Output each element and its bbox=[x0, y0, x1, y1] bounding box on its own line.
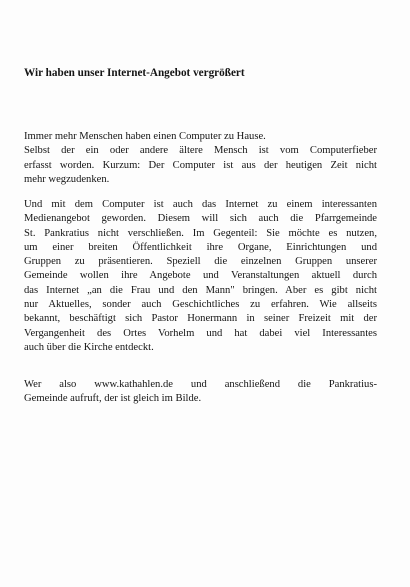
paragraph-2-line-6: Gemeinde wollen ihre Angebote und Veranstaltungen aktuell durch bbox=[24, 270, 377, 282]
paragraph-1-line-4: mehr wegzudenken. bbox=[24, 173, 110, 185]
page-title: Wir haben unser Internet-Angebot vergrößert bbox=[24, 67, 245, 79]
paragraph-2-line-4: um einer breiten Öffentlichkeit ihre Organe, Einrichtungen und bbox=[24, 241, 377, 253]
paragraph-1-line-1: Immer mehr Menschen haben einen Computer zu Hause. bbox=[24, 131, 266, 142]
paragraph-1 bbox=[24, 130, 377, 187]
paragraph-2-line-9: bekannt, beschäftigt sich Pastor Honermann in seiner Freizeit mit der bbox=[24, 313, 377, 325]
paragraph-2-line-10: Vergangenheit des Ortes Vorhelm und hat dabei viel Interessantes bbox=[24, 327, 377, 339]
paragraph-2-line-5: Gruppen zu präsentieren. Speziell die einzelnen Gruppen unserer bbox=[24, 256, 377, 268]
paragraph-2-line-1: Und mit dem Computer ist auch das Internet zu einem interessanten bbox=[24, 199, 377, 210]
paragraph-2 bbox=[24, 198, 377, 355]
paragraph-3 bbox=[24, 378, 377, 407]
paragraph-1-line-2: Selbst der ein oder andere ältere Mensch ist vom Computerfieber bbox=[24, 145, 377, 157]
paragraph-1-line-3: erfasst worden. Kurzum: Der Computer ist aus der heutigen Zeit nicht bbox=[24, 159, 377, 171]
paragraph-3-line-2: Gemeinde aufruft, der ist gleich im Bilde. bbox=[24, 393, 202, 405]
paragraph-2-line-2: Medienangebot geworden. Diesem will sich auch die Pfarrgemeinde bbox=[24, 213, 377, 225]
paragraph-2-line-7: das Internet „an die Frau und den Mann" bringen. Aber es gibt nicht bbox=[24, 284, 377, 296]
paragraph-2-line-11: auch über die Kirche entdeckt. bbox=[24, 341, 154, 353]
paragraph-3-line-1: Wer also www.kathahlen.de und anschließend die Pankratius- bbox=[24, 379, 377, 390]
paragraph-2-line-3: St. Pankratius nicht verschließen. Im Gegenteil: Sie möchte es nutzen, bbox=[24, 227, 377, 239]
paragraph-2-line-8: nur Aktuelles, sonder auch Geschichtliches zu erfahren. Wie allseits bbox=[24, 299, 377, 311]
